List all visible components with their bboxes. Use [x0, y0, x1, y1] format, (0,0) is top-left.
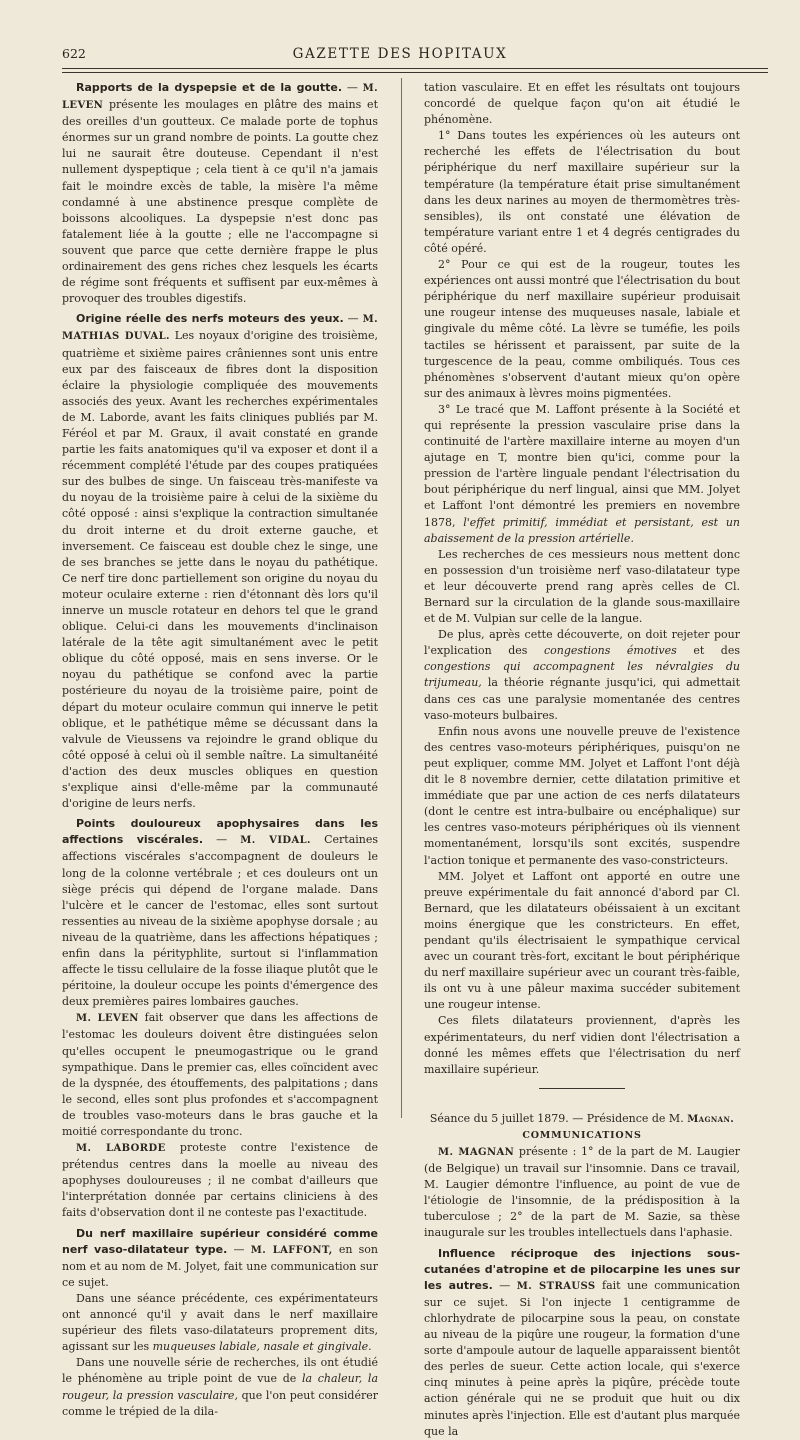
section-title: Du nerf maxillaire supérieur considéré comme nerf vaso-dilatateur type.: [62, 1226, 378, 1256]
paragraph-text: la théorie régnante jusqu'ici, qui admettait dans ces cas une paralysie momentanée des centres vaso-moteurs bulbaires.: [424, 676, 740, 722]
paragraph-text: Dans une séance précédente, ces expérimentateurs ont annoncé qu'il y avait dans le nerf maxillaire supérieur des filets vaso-dilatateurs proprement dits, agissant sur les: [62, 1291, 378, 1354]
seance-text: Séance du 5 juillet 1879. — Présidence de M.: [429, 1111, 688, 1125]
journal-title: GAZETTE DES HOPITAUX: [292, 46, 508, 62]
paragraph-nouvelle-serie: [62, 1355, 378, 1419]
author-name: M. LAFFONT,: [250, 1244, 333, 1256]
right-column: [424, 80, 740, 1440]
paragraph-rougeur: 2° Pour ce qui est de la rougeur, toutes les expériences ont aussi montré que l'électrisation du bout périphérique du nerf maxillaire supérieur produisait une rougeur intense des muqueuses nasale, labiale et gingivale du même côté. La lèvre se tuméfie, les poils tactiles se hérissent et paraissent, par suite de la turgescence de la peau, comme ombiliqués. Tous ces phénomènes s'observent d'autant mieux qu'on opère sur des animaux à lèvres moins pigmentées.: [424, 258, 740, 400]
paragraph-text: Dans une nouvelle série de recherches, ils ont étudié le phénomène au triple point de vue de: [62, 1356, 378, 1386]
paragraph-text: fait une communication sur ce sujet. Si l'on injecte 1 centigramme de chlorhydrate de pilocarpine sous la peau, on constate au niveau de la piqûre une rougeur, la formation d'une sorte d'ampoule autour de laquelle apparaissent bientôt des perles de sueur. Cette action locale, qui s'exerce cinq minutes à peine après la piqûre, précède toute action générale qui ne se produit que huit ou dix minutes après l'injection. Elle est d'autant plus marquée que la: [424, 1278, 740, 1438]
header-rule-thin: [62, 72, 768, 73]
paragraph-preuve-experimentale: MM. Jolyet et Laffont ont apporté en outre une preuve expérimentale du fait annoncé d'abord par Cl. Bernard, que les dilatateurs obéissaient à un excitant moins énergique que les constricteurs. En effet, pendant qu'ils électrisaient le sympathique cervical avec un courant très-fort, excitant le bout périphérique du nerf maxillaire supérieur avec un courant très-faible, ils ont vu à une pâleur maxima succéder subitement une rougeur intense.: [424, 869, 740, 1012]
header-rule: [62, 68, 768, 69]
section-title: Influence réciproque des injections sous-cutanées d'atropine et de pilocarpine les unes sur les autres.: [424, 1246, 740, 1292]
paragraph-text: présente : 1° de la part de M. Laugier (de Belgique) un travail sur l'insomnie. Dans ce travail, M. Laugier démontre l'influence, au point de vue de l'étiologie de l'insomnie, de la prédisposition à la tuberculose ; 2° de la part de M. Sazie, sa thèse inaugurale sur les troubles intellectuels dans l'aphasie.: [424, 1145, 740, 1240]
paragraph-pression: [424, 402, 740, 547]
paragraph-magnan: [424, 1144, 740, 1242]
italic-text: congestions émotives: [544, 644, 677, 658]
dash: —: [203, 833, 241, 847]
author-name: M. VIDAL.: [240, 835, 311, 847]
italic-text: la chaleur, la rougeur, la pression vasculaire,: [62, 1372, 379, 1402]
page-number: 622: [62, 46, 86, 61]
paragraph-text: Les noyaux d'origine des troisième, quatrième et sixième paires crâniennes sont unis entre eux par des faisceaux de fibres dont la disposition éclaire la physiologie compliquée des mouvements associés des yeux. Avant les recherches expérimentales de M. Laborde, avant les faits cliniques publiés par M. Féréol et par M. Graux, il avait constaté en grande partie les faits anatomiques qu'il va exposer et dont il a récemment complété l'étude par des coupes pratiquées sur des bulbes de singe. Un faisceau très-manifeste va du noyau de la troisième paire à celui de la sixième du côté opposé : ainsi s'explique la contraction simultanée du droit interne et du droit externe gauche, et inversement. Ce faisceau est double chez le singe, une de ses branches se jette dans le noyau du pathétique. Ce nerf tire donc partiellement son origine du noyau du moteur oculaire externe : rien d'étonnant dès lors qu'il innerve un muscle rotateur en dehors tel que le grand oblique. Celui-ci dans les mouvements d'inclinaison latérale de la tête agit simultanément avec le petit oblique du côté opposé, mais en sens inverse. Or le noyau du pathétique se confond avec la partie postérieure du noyau de la troisième paire, point de départ du moteur oculaire commun qui innerve le petit oblique, et le pathétique même se décussant dans la valvule de Vieussens va rejoindre le grand oblique du côté opposé à celui où il semble naître. La simultanéité d'action des deux muscles obliques en question s'explique ainsi d'elle-même par la communauté d'origine de leurs nerfs.: [62, 329, 378, 811]
paragraph-nerf-maxillaire: [62, 1226, 378, 1291]
paragraph-text: présente les moulages en plâtre des mains et des oreilles d'un goutteux. Ce malade porte de tophus énormes sur un grand nombre de points. La goutte chez lui ne saurait être douteuse. Cependant il n'est nullement dyspeptique ; cela tient à ce qu'il n'a jamais fait le moindre excès de table, la misère l'a même condamné à une abstinence presque complète de boissons alcooliques. La dyspepsie n'est donc pas fatalement liée à la goutte ; elle ne l'accompagne si souvent que parce que cette dernière frappe le plus ordinairement des gens riches chez lesquels les écarts de régime sont fréquents et suffisent par eux-mêmes à provoquer des troubles digestifs.: [62, 98, 378, 306]
author-name: M. MAGNAN: [438, 1147, 515, 1158]
paragraph-nerfs-moteurs: [62, 311, 378, 812]
section-separator: [539, 1088, 625, 1089]
author-name: M. MATHIAS DUVAL.: [62, 314, 378, 343]
paragraph-centres-vaso-moteurs: Enfin nous avons une nouvelle preuve de l'existence des centres vaso-moteurs périphériques, puisqu'on ne peut expliquer, comme MM. Jolyet et Laffont l'ont déjà dit le 8 novembre dernier, cette dilatation primitive et immédiate que par une action de ces nerfs dilatateurs (dont le centre est intra-bulbaire ou encéphalique) sur les centres vaso-moteurs périphériques où ils viennent momentanément, lorsqu'ils sont excités, suspendre l'action tonique et permanente des vaso-constricteurs.: [424, 724, 740, 867]
paragraph-congestions: [424, 627, 740, 724]
author-name: M. STRAUSS: [516, 1280, 596, 1292]
communications-heading: COMMUNICATIONS: [522, 1129, 642, 1141]
paragraph-points-douloureux: [62, 816, 378, 1010]
italic-text: muqueuses labiale, nasale et gingivale.: [152, 1340, 372, 1354]
section-title: Rapports de la dyspepsie et de la goutte.: [76, 81, 343, 94]
paragraph-text: 3° Le tracé que M. Laffont présente à la Société et qui représente la pression vasculaire prise dans la continuité de l'artère maxillaire interne au moyen d'un ajutage en T, montre bien qu'ici, comme pour la pression de l'artère linguale pendant l'électrisation du bout périphérique du nerf lingual, ainsi que MM. Jolyet et Laffont l'ont démontré les premiers en novembre 1878,: [424, 402, 740, 529]
paragraph-text: que l'on peut considérer comme le trépied de la dila-: [62, 1388, 378, 1418]
paragraph-laborde-remark: [62, 1140, 378, 1221]
author-name: M. LEVEN: [76, 1013, 139, 1025]
paragraph-temperature: 1° Dans toutes les expériences où les auteurs ont recherché les effets de l'électrisation du bout périphérique du nerf maxillaire supérieur sur la température (la température était prise simultanément dans les deux narines au moyen de thermomètres très-sensibles), ils ont constaté une élévation de température variant entre 1 et 4 degrés centigrades du côté opéré.: [424, 129, 740, 255]
paragraph-atropine-pilocarpine: [424, 1246, 740, 1440]
paragraph-text: proteste contre l'existence de prétendus centres dans la moelle au niveau des apophyses douloureuses ; il ne combat d'ailleurs que l'interprétation donnée par certains cliniciens à des faits d'observation dont il ne conteste pas l'exactitude.: [62, 1141, 379, 1220]
section-title: Points douloureux apophysaires dans les affections viscérales.: [62, 817, 378, 847]
president-name: Magnan.: [687, 1113, 735, 1125]
paragraph-text: Certaines affections viscérales s'accompagnent de douleurs le long de la colonne vertébrale ; et ces douleurs ont un siège précis qui dépend de l'organe malade. Dans l'ulcère et le cancer de l'estomac, elles sont surtout ressenties au niveau de la sixième apophyse dorsale ; au niveau de la quatrième, dans les affections hépatiques ; enfin dans la pérityphlite, surtout si l'inflammation affecte le tissu cellulaire de la fosse iliaque plutôt que le péritoine, la douleur occupe les points d'émergence des deux premières paires lombaires gauches.: [62, 833, 379, 1009]
section-title: Origine réelle des nerfs moteurs des yeux.: [76, 312, 344, 326]
page-header: [0, 40, 800, 68]
paragraph-text: en son nom et au nom de M. Jolyet, fait une communication sur ce sujet.: [62, 1242, 378, 1289]
italic-text: l'effet primitif, immédiat et persistant, est un abaissement de la pression artérielle.: [424, 515, 740, 545]
author-name: M. LEVEN: [62, 83, 378, 112]
paragraph-recherches: Les recherches de ces messieurs nous mettent donc en possession d'un troisième nerf vaso-dilatateur type et leur découverte prend rang après celles de Cl. Bernard sur la circulation de la glande sous-maxillaire et de M. Vulpian sur celle de la langue.: [424, 547, 740, 626]
paragraph-text: et des: [676, 644, 741, 658]
paragraph-seance-precedente: [62, 1291, 378, 1355]
left-column: [62, 80, 378, 1420]
dash: —: [227, 1242, 251, 1256]
author-name: M. LABORDE: [76, 1143, 166, 1155]
dash: —: [342, 81, 363, 94]
paragraph-continuation: tation vasculaire. Et en effet les résultats ont toujours concordé de quelque façon qu'on ait étudié le phénomène.: [424, 81, 740, 127]
dash: —: [492, 1278, 517, 1292]
column-divider: [401, 78, 402, 1118]
italic-text: congestions qui accompagnent les névralgies du trijumeau,: [424, 660, 740, 690]
paragraph-text: fait observer que dans les affections de l'estomac les douleurs doivent être distinguées selon qu'elles occupent le pneumogastrique ou le grand sympathique. Dans le premier cas, elles coïncident avec de la dyspnée, des étouffements, des palpitations ; dans le second, elles sont plus profondes et s'accompagnent de troubles vaso-moteurs dans le bras gauche et la moitié correspondante du tronc.: [62, 1011, 378, 1138]
paragraph-leven-remark: [62, 1010, 378, 1140]
paragraph-text: De plus, après cette découverte, on doit rejeter pour l'explication des: [424, 628, 740, 658]
paragraph-dyspepsie-goutte: [62, 80, 378, 307]
seance-heading: [424, 1111, 740, 1128]
dash: —: [343, 312, 363, 326]
paragraph-filets-dilatateurs: Ces filets dilatateurs proviennent, d'après les expérimentateurs, du nerf vidien dont l'électrisation a donné les mêmes effets que l'électrisation du nerf maxillaire supérieur.: [424, 1014, 740, 1076]
